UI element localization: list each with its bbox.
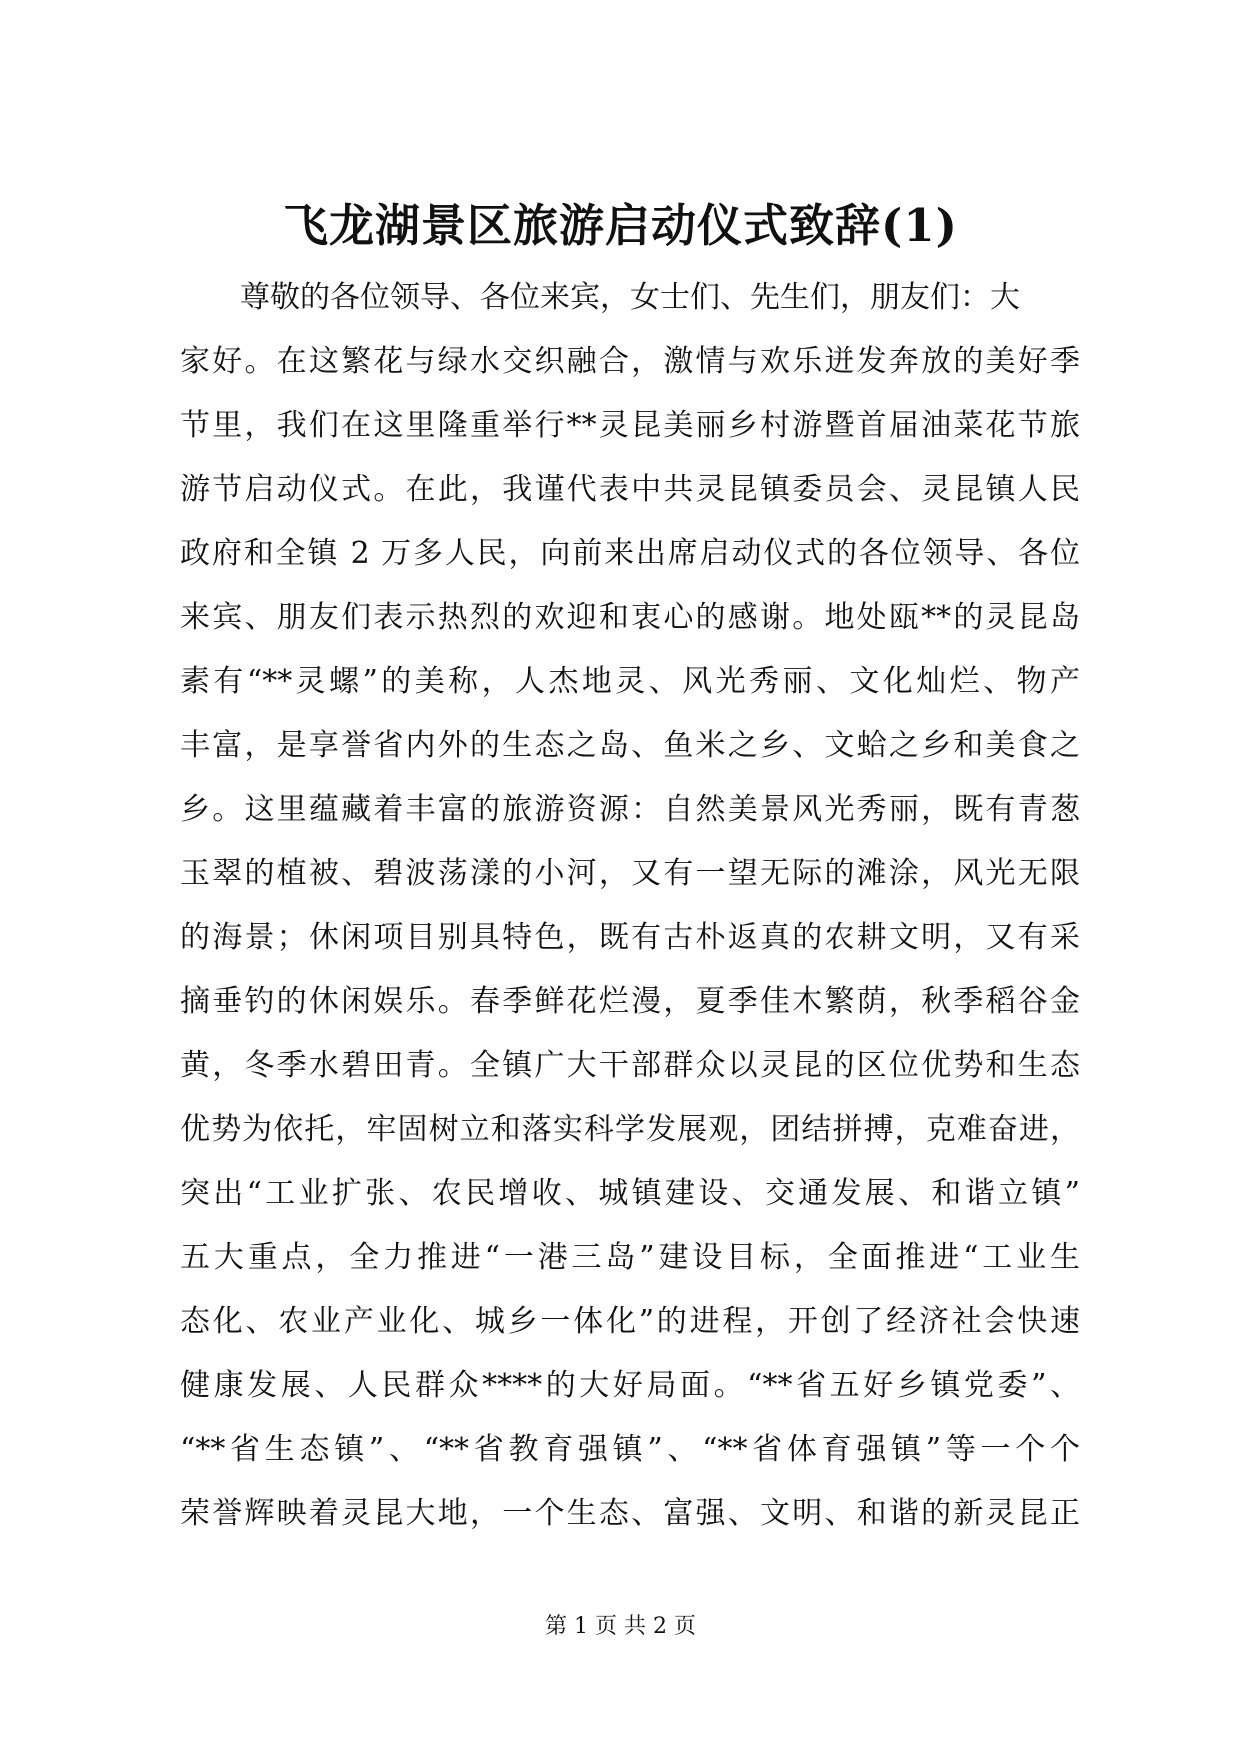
body-line: 突出“工业扩张、农民增收、城镇建设、交通发展、和谐立镇” [180, 1176, 1080, 1211]
body-line: 健康发展、人民群众****的大好局面。“**省五好乡镇党委”、 [180, 1368, 1080, 1403]
body-line: 丰富，是享誉省内外的生态之岛、鱼米之乡、文蛤之乡和美食之 [180, 728, 1080, 763]
body-line: 五大重点，全力推进“一港三岛”建设目标，全面推进“工业生 [180, 1240, 1080, 1275]
body-line: 态化、农业产业化、城乡一体化”的进程，开创了经济社会快速 [180, 1304, 1080, 1339]
body-line: 游节启动仪式。在此，我谨代表中共灵昆镇委员会、灵昆镇人民 [180, 472, 1080, 507]
body-line: 家好。在这繁花与绿水交织融合，激情与欢乐迸发奔放的美好季 [180, 344, 1080, 379]
body-line: 黄，冬季水碧田青。全镇广大干部群众以灵昆的区位优势和生态 [180, 1048, 1080, 1083]
body-line: 来宾、朋友们表示热烈的欢迎和衷心的感谢。地处瓯**的灵昆岛 [180, 600, 1080, 635]
body-line: 优势为依托，牢固树立和落实科学发展观，团结拼搏，克难奋进， [180, 1112, 1080, 1147]
body-line: 的海景；休闲项目别具特色，既有古朴返真的农耕文明，又有采 [180, 920, 1080, 955]
document-body [180, 266, 1080, 1546]
document-title: 飞龙湖景区旅游启动仪式致辞(1) [283, 199, 958, 252]
body-line: 玉翠的植被、碧波荡漾的小河，又有一望无际的滩涂，风光无限 [180, 856, 1080, 891]
body-line: “**省生态镇”、“**省教育强镇”、“**省体育强镇”等一个个 [180, 1432, 1080, 1467]
body-line: 素有“**灵螺”的美称，人杰地灵、风光秀丽、文化灿烂、物产 [180, 664, 1080, 699]
body-line: 荣誉辉映着灵昆大地，一个生态、富强、文明、和谐的新灵昆正 [180, 1496, 1080, 1531]
body-line: 摘垂钓的休闲娱乐。春季鲜花烂漫，夏季佳木繁荫，秋季稻谷金 [180, 984, 1080, 1019]
body-line: 政府和全镇 2 万多人民，向前来出席启动仪式的各位领导、各位 [180, 536, 1080, 571]
body-line: 节里，我们在这里隆重举行**灵昆美丽乡村游暨首届油菜花节旅 [180, 408, 1080, 443]
page-indicator: 第 1 页 共 2 页 [545, 1614, 696, 1639]
body-line: 乡。这里蕴藏着丰富的旅游资源：自然美景风光秀丽，既有青葱 [180, 792, 1080, 827]
body-line: 尊敬的各位领导、各位来宾，女士们、先生们，朋友们：大 [240, 280, 1020, 315]
